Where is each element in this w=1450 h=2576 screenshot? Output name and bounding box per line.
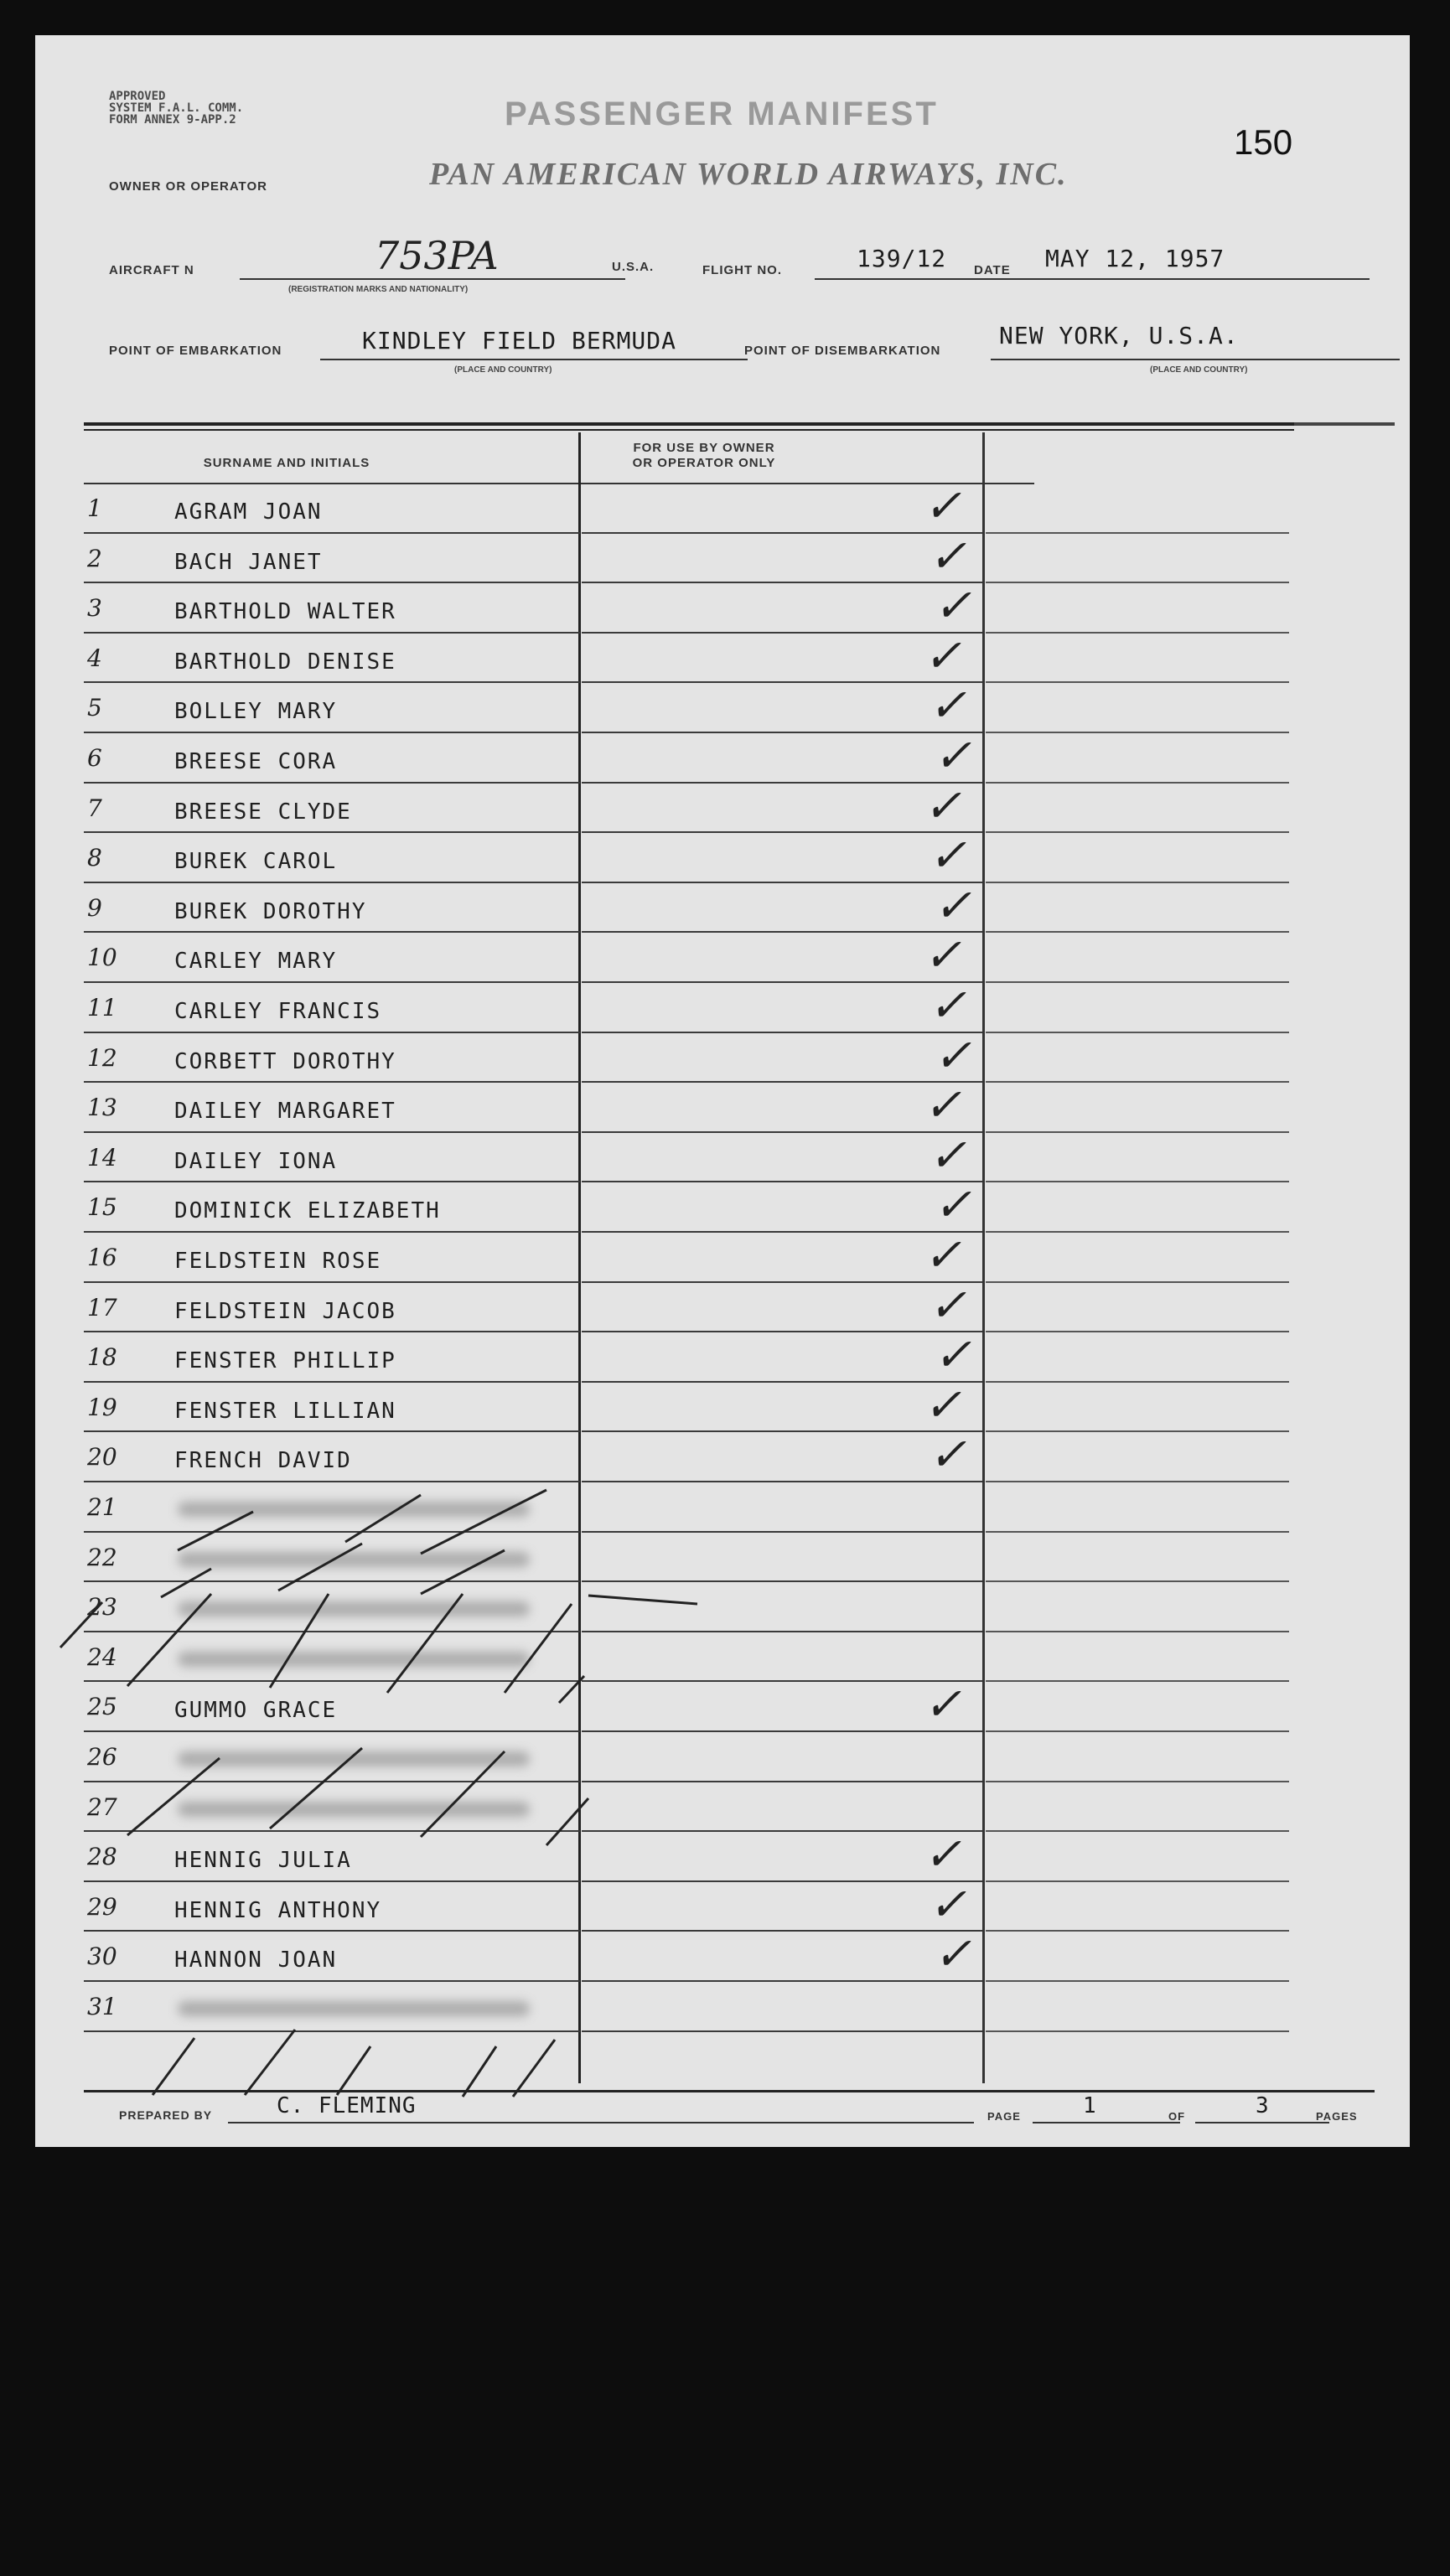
row-number: 23 bbox=[87, 1593, 117, 1622]
strike-mark bbox=[387, 1594, 463, 1693]
passenger-name: CARLEY MARY bbox=[174, 949, 338, 975]
strike-mark bbox=[127, 1758, 220, 1835]
strike-mark bbox=[559, 1676, 584, 1703]
row-number: 28 bbox=[87, 1843, 117, 1871]
row-number: 15 bbox=[87, 1193, 117, 1222]
strike-mark bbox=[127, 1594, 211, 1686]
row-number: 24 bbox=[87, 1642, 117, 1671]
row-number: 30 bbox=[87, 1942, 117, 1971]
passenger-name: DAILEY MARGARET bbox=[174, 1099, 396, 1125]
col-owner-header-1: FOR USE BY OWNER bbox=[633, 441, 775, 455]
owner-label: OWNER OR OPERATOR bbox=[109, 179, 267, 194]
disembark-value: NEW YORK, U.S.A. bbox=[999, 322, 1239, 349]
row-number: 13 bbox=[87, 1094, 117, 1122]
embark-sub: (PLACE AND COUNTRY) bbox=[454, 365, 552, 375]
strike-mark bbox=[421, 1490, 546, 1554]
passenger-name: FELDSTEIN JACOB bbox=[174, 1298, 396, 1324]
row-number: 18 bbox=[87, 1343, 117, 1372]
strike-mark bbox=[270, 1748, 362, 1829]
date-value: MAY 12, 1957 bbox=[1045, 245, 1225, 272]
pages-label: PAGES bbox=[1316, 2110, 1358, 2123]
form-title: PASSENGER MANIFEST bbox=[505, 96, 939, 132]
row-number: 26 bbox=[87, 1743, 117, 1771]
row-number: 16 bbox=[87, 1244, 117, 1271]
of-underline bbox=[1195, 2122, 1329, 2123]
aircraft-value: 753PA bbox=[375, 233, 499, 278]
check-mark: ✓ bbox=[924, 479, 962, 532]
disembark-label: POINT OF DISEMBARKATION bbox=[744, 344, 941, 358]
prepared-label: PREPARED BY bbox=[119, 2108, 213, 2122]
check-mark: ✓ bbox=[924, 1229, 962, 1281]
passenger-name: DAILEY IONA bbox=[174, 1148, 338, 1174]
passenger-name: FRENCH DAVID bbox=[174, 1448, 352, 1474]
check-mark: ✓ bbox=[929, 1428, 967, 1482]
strike-mark bbox=[421, 1751, 505, 1837]
check-mark: ✓ bbox=[929, 1128, 967, 1182]
row-number: 7 bbox=[87, 794, 102, 822]
col-owner-header-2: OR OPERATOR ONLY bbox=[632, 456, 776, 470]
row-number: 25 bbox=[87, 1693, 117, 1721]
passenger-name: GUMMO GRACE bbox=[174, 1698, 338, 1724]
passenger-name: BACH JANET bbox=[174, 549, 323, 575]
passenger-name: BREESE CLYDE bbox=[174, 799, 352, 825]
check-mark: ✓ bbox=[934, 1328, 972, 1382]
passenger-name: FELDSTEIN ROSE bbox=[174, 1249, 382, 1274]
check-mark: ✓ bbox=[929, 1877, 967, 1931]
row-number: 12 bbox=[87, 1043, 117, 1072]
check-mark: ✓ bbox=[924, 1378, 962, 1431]
passenger-name: AGRAM JOAN bbox=[174, 499, 323, 525]
page-value: 1 bbox=[1083, 2093, 1097, 2118]
check-mark: ✓ bbox=[929, 979, 967, 1032]
passenger-name: BOLLEY MARY bbox=[174, 699, 338, 725]
prepared-value: C. FLEMING bbox=[277, 2093, 417, 2118]
strike-mark bbox=[513, 2040, 555, 2097]
date-label: DATE bbox=[974, 263, 1011, 277]
row-number: 29 bbox=[87, 1892, 117, 1921]
check-mark: ✓ bbox=[934, 1178, 972, 1232]
passenger-name: HENNIG JULIA bbox=[174, 1848, 352, 1874]
passenger-name: BARTHOLD DENISE bbox=[174, 649, 396, 675]
page-underline bbox=[1033, 2122, 1180, 2123]
strike-mark bbox=[60, 1602, 102, 1648]
row-number: 3 bbox=[87, 594, 102, 623]
strike-mark bbox=[463, 2046, 496, 2097]
page-number: 150 bbox=[1234, 122, 1293, 162]
passenger-name: BREESE CORA bbox=[174, 749, 338, 774]
check-mark: ✓ bbox=[934, 1927, 972, 1981]
passenger-name: FENSTER PHILLIP bbox=[174, 1348, 396, 1374]
strike-mark bbox=[505, 1604, 572, 1693]
check-mark: ✓ bbox=[924, 928, 962, 982]
approved-line: FORM ANNEX 9-APP.2 bbox=[109, 113, 236, 127]
row-number: 1 bbox=[87, 494, 102, 522]
check-mark: ✓ bbox=[934, 1028, 972, 1082]
strike-mark bbox=[546, 1798, 588, 1845]
approved-line: APPROVED bbox=[109, 90, 166, 103]
check-mark: ✓ bbox=[929, 829, 967, 882]
flight-value: 139/12 bbox=[857, 245, 947, 272]
strike-mark bbox=[161, 1569, 211, 1597]
strike-mark bbox=[588, 1596, 697, 1604]
row-number: 9 bbox=[87, 893, 102, 922]
strike-mark bbox=[278, 1544, 362, 1591]
row-number: 27 bbox=[87, 1792, 117, 1821]
check-mark: ✓ bbox=[924, 1678, 962, 1731]
check-mark: ✓ bbox=[934, 579, 972, 633]
check-mark: ✓ bbox=[924, 1079, 962, 1132]
strike-mark bbox=[178, 1512, 253, 1550]
check-mark: ✓ bbox=[924, 628, 962, 682]
check-mark: ✓ bbox=[934, 729, 972, 782]
strike-mark bbox=[245, 2030, 295, 2095]
row-number: 22 bbox=[87, 1543, 117, 1571]
of-value: 3 bbox=[1256, 2093, 1270, 2118]
flight-label: FLIGHT NO. bbox=[702, 263, 782, 277]
row-number: 8 bbox=[87, 844, 102, 872]
table-bottom-rule bbox=[84, 2090, 1375, 2092]
passenger-name: FENSTER LILLIAN bbox=[174, 1398, 396, 1424]
row-number: 20 bbox=[87, 1443, 117, 1472]
strike-mark bbox=[153, 2038, 194, 2095]
check-mark: ✓ bbox=[929, 679, 967, 732]
prepared-underline bbox=[228, 2122, 974, 2123]
disembark-sub: (PLACE AND COUNTRY) bbox=[1150, 365, 1248, 375]
embark-value: KINDLEY FIELD BERMUDA bbox=[362, 327, 677, 354]
row-number: 4 bbox=[87, 644, 102, 672]
strike-mark bbox=[270, 1594, 329, 1688]
aircraft-label: AIRCRAFT N bbox=[109, 263, 194, 277]
approved-line: SYSTEM F.A.L. COMM. bbox=[109, 101, 244, 115]
row-number: 11 bbox=[87, 994, 117, 1022]
row-number: 10 bbox=[87, 944, 117, 972]
row-number: 2 bbox=[87, 544, 102, 572]
check-mark: ✓ bbox=[929, 1278, 967, 1332]
passenger-name: CARLEY FRANCIS bbox=[174, 999, 382, 1024]
strike-mark bbox=[337, 2046, 370, 2095]
row-number: 21 bbox=[87, 1493, 117, 1521]
manifest-page bbox=[35, 35, 1410, 2147]
passenger-name: BUREK DOROTHY bbox=[174, 898, 367, 924]
passenger-name: BUREK CAROL bbox=[174, 849, 338, 875]
check-mark: ✓ bbox=[934, 878, 972, 932]
passenger-name: HENNIG ANTHONY bbox=[174, 1897, 382, 1923]
col-name-header: SURNAME AND INITIALS bbox=[203, 456, 370, 470]
check-mark: ✓ bbox=[924, 1828, 962, 1881]
strike-mark bbox=[345, 1495, 421, 1542]
embark-label: POINT OF EMBARKATION bbox=[109, 344, 282, 358]
row-number: 17 bbox=[87, 1293, 117, 1322]
page-label: PAGE bbox=[987, 2110, 1021, 2123]
row-number: 5 bbox=[87, 694, 102, 722]
row-number: 6 bbox=[87, 744, 102, 772]
row-number: 14 bbox=[87, 1143, 117, 1172]
check-mark: ✓ bbox=[929, 529, 967, 582]
strike-mark bbox=[421, 1550, 505, 1594]
row-number: 31 bbox=[87, 1993, 117, 2020]
strike-marks bbox=[35, 35, 1410, 2147]
passenger-name: CORBETT DOROTHY bbox=[174, 1048, 396, 1074]
row-number: 19 bbox=[87, 1393, 117, 1421]
passenger-name: BARTHOLD WALTER bbox=[174, 599, 396, 625]
check-mark: ✓ bbox=[924, 778, 962, 832]
country-label: U.S.A. bbox=[612, 260, 655, 274]
company-name: PAN AMERICAN WORLD AIRWAYS, INC. bbox=[429, 157, 1068, 192]
passenger-name: DOMINICK ELIZABETH bbox=[174, 1198, 441, 1224]
aircraft-sub: (REGISTRATION MARKS AND NATIONALITY) bbox=[288, 285, 469, 294]
of-label: OF bbox=[1168, 2110, 1186, 2123]
passenger-name: HANNON JOAN bbox=[174, 1948, 338, 1973]
